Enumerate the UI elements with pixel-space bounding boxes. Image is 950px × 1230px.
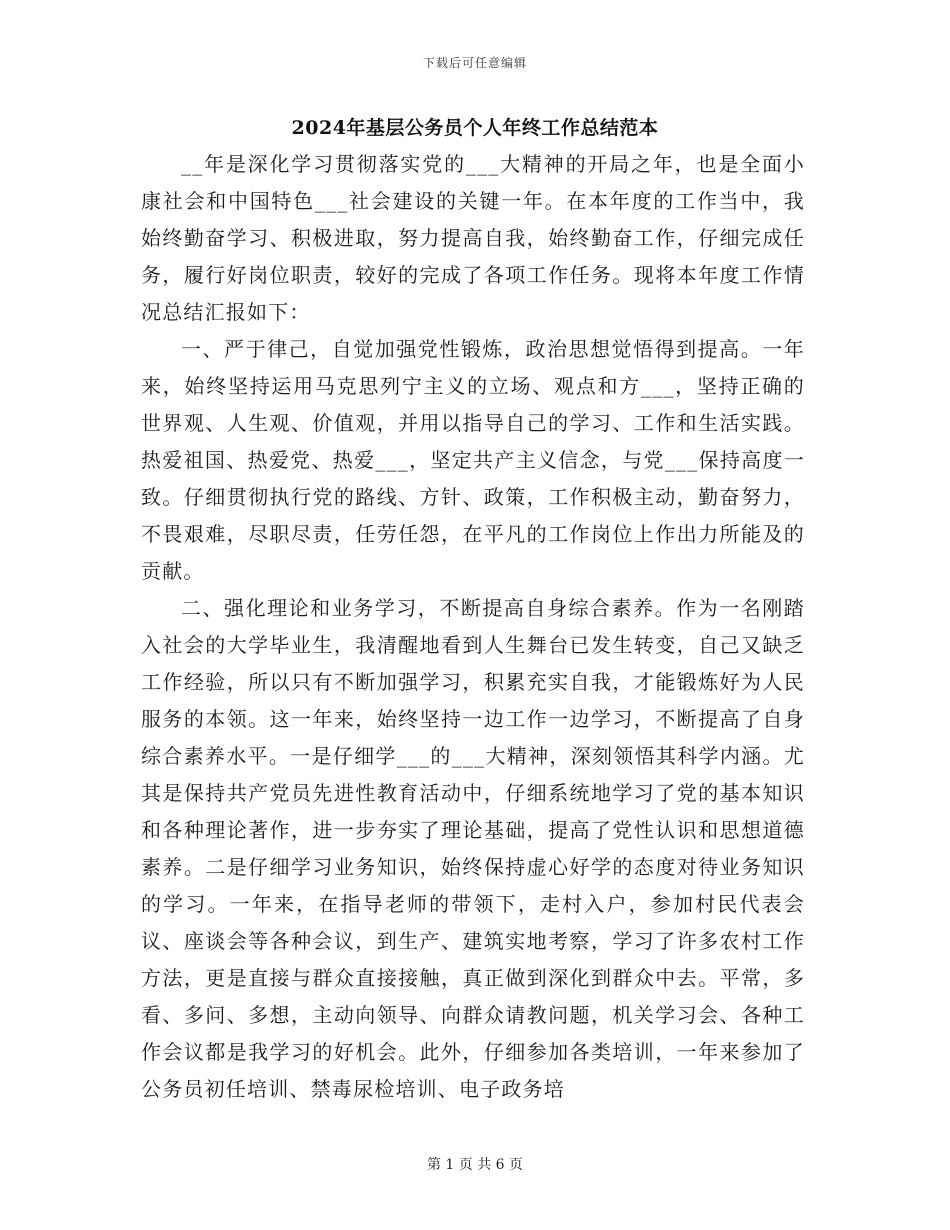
paragraph-section-two: 二、强化理论和业务学习，不断提高自身综合素养。作为一名刚踏入社会的大学毕业生，我清醒地看到人生舞台已发生转变，自己又缺乏工作经验，所以只有不断加强学习，积累充实自我，才能锻炼好为人民服务的本领。这一年来，始终坚持一边工作一边学习，不断提高了自身综合素养水平。一是仔细学___的___大精神，深刻领悟其科学内涵。尤其是保持共产党员先进性教育活动中，仔细系统地学习了党的基本知识和各种理论著作，进一步夯实了理论基础，提高了党性认识和思想道德素养。二是仔细学习业务知识，始终保持虚心好学的态度对待业务知识的学习。一年来，在指导老师的带领下，走村入户，参加村民代表会议、座谈会等各种会议，到生产、建筑实地考察，学习了许多农村工作方法，更是直接与群众直接接触，真正做到深化到群众中去。平常，多看、多问、多想，主动向领导、向群众请教问题，机关学习会、各种工作会议都是我学习的好机会。此外，仔细参加各类培训，一年来参加了公务员初任培训、禁毒尿检培训、电子政务培 — [141, 596, 805, 1101]
paragraph-intro: __年是深化学习贯彻落实党的___大精神的开局之年，也是全面小康社会和中国特色___社会建设的关键一年。在本年度的工作当中，我始终勤奋学习、积极进取，努力提高自我，始终勤奋工作，仔细完成任务，履行好岗位职责，较好的完成了各项工作任务。现将本年度工作情况总结汇报如下： — [141, 152, 805, 324]
document-title: 2024年基层公务员个人年终工作总结范本 — [291, 117, 659, 139]
document-body — [141, 146, 805, 1108]
page-header-note: 下载后可任意编辑 — [422, 56, 527, 70]
page-number-footer: 第 1 页 共 6 页 — [426, 1157, 524, 1173]
paragraph-section-one: 一、严于律己，自觉加强党性锻炼，政治思想觉悟得到提高。一年来，始终坚持运用马克思列宁主义的立场、观点和方___，坚持正确的世界观、人生观、价值观，并用以指导自己的学习、工作和生活实践。热爱祖国、热爱党、热爱___，坚定共产主义信念，与党___保持高度一致。仔细贯彻执行党的路线、方针、政策，工作积极主动，勤奋努力，不畏艰难，尽职尽责，任劳任怨，在平凡的工作岗位上作出力所能及的贡献。 — [141, 337, 805, 583]
